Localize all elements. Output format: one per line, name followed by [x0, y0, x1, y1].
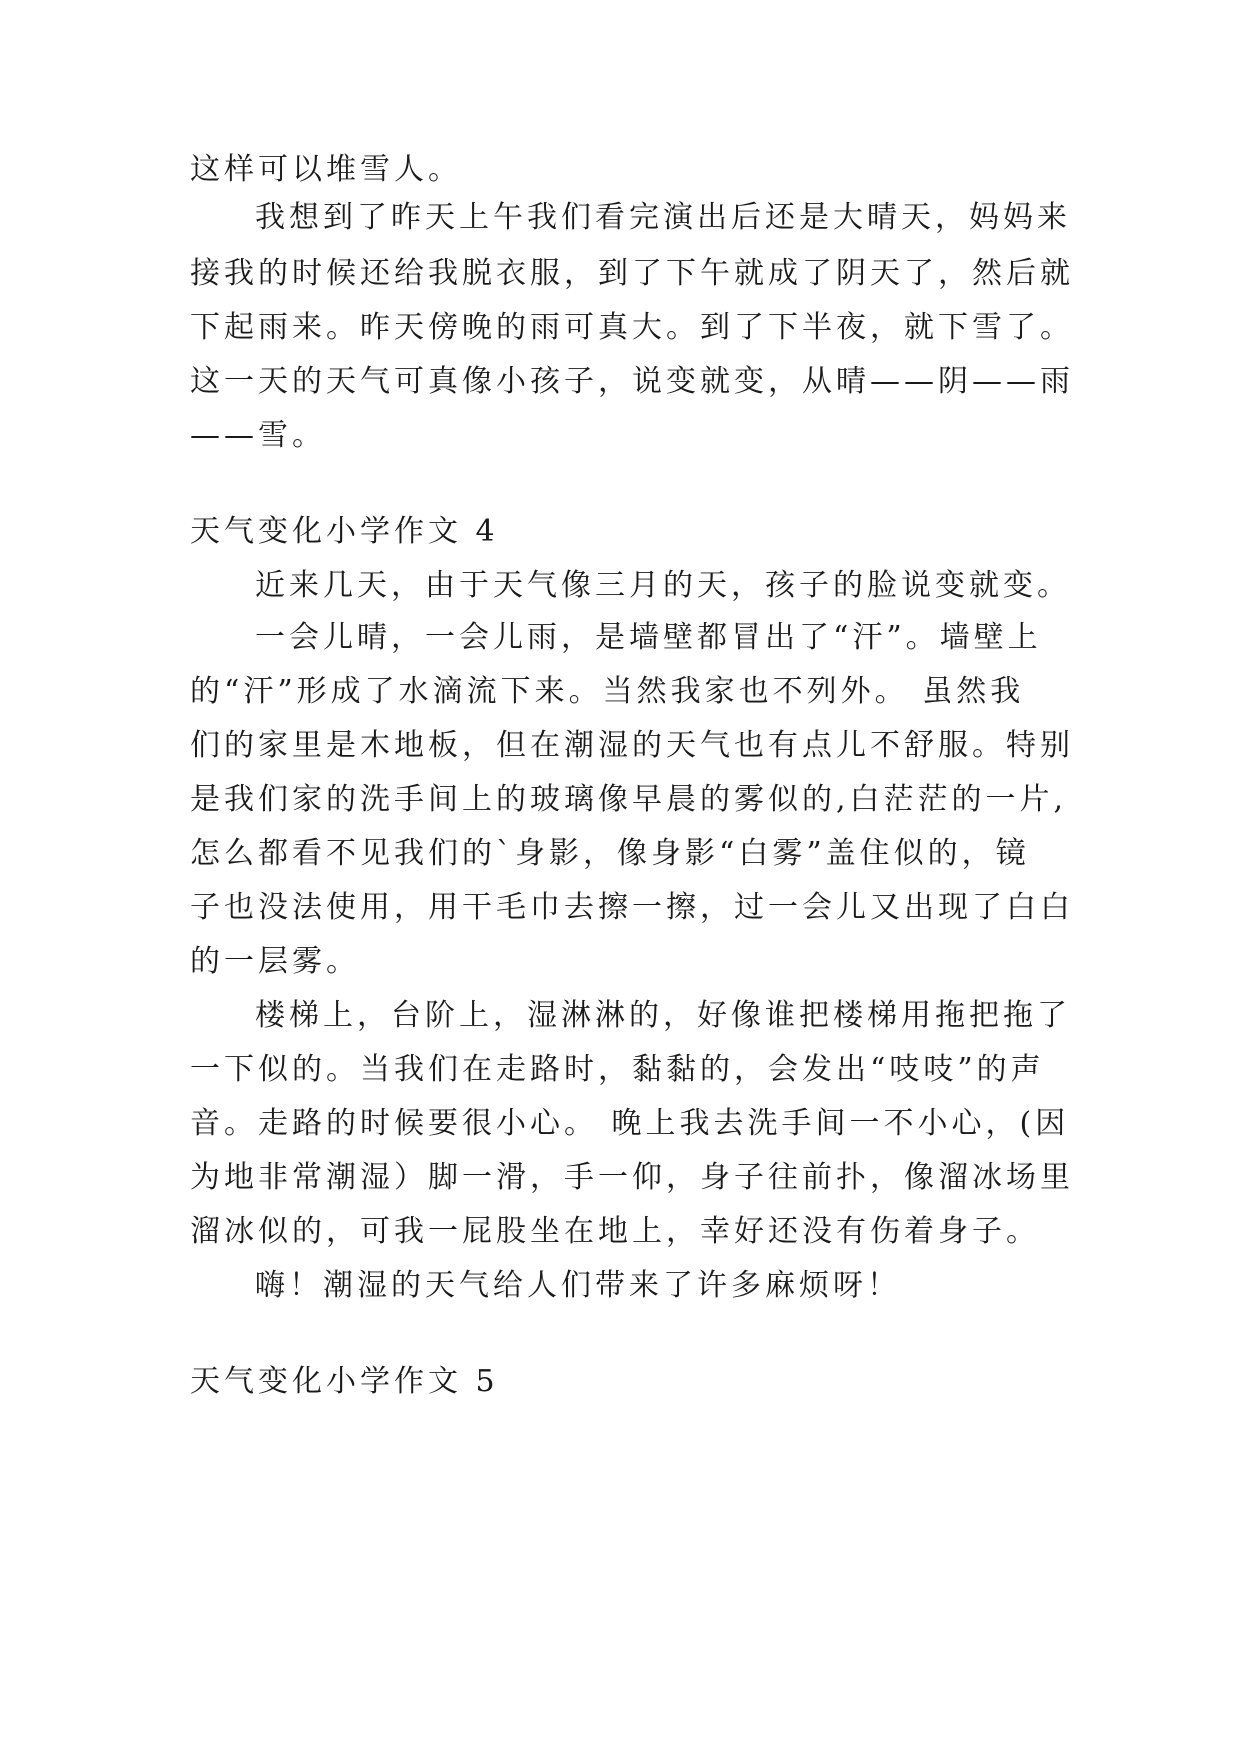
paragraph-line: 楼梯上，台阶上，湿淋淋的，好像谁把楼梯用拖把拖了	[255, 998, 1071, 1033]
paragraph-line: 的“汗”形成了水滴流下来。当然我家也不列外。 虽然我	[190, 674, 1025, 709]
paragraph-line: ——雪。	[190, 418, 326, 453]
paragraph-line: 是我们家的洗手间上的玻璃像早晨的雾似的,白茫茫的一片,	[190, 782, 1068, 817]
section-heading: 天气变化小学作文 4	[190, 514, 499, 549]
paragraph-line: 为地非常潮湿）脚一滑，手一仰，身子往前扑，像溜冰场里	[190, 1160, 1074, 1195]
paragraph-line: 音。走路的时候要很小心。 晚上我去洗手间一不小心，(因	[190, 1106, 1070, 1141]
paragraph-line: 们的家里是木地板，但在潮湿的天气也有点儿不舒服。特别	[190, 728, 1074, 763]
paragraph-line: 这一天的天气可真像小孩子，说变就变，从晴——阴——雨	[190, 364, 1074, 399]
paragraph-line: 怎么都看不见我们的`身影，像身影“白雾”盖住似的，镜	[190, 836, 1030, 871]
section-heading: 天气变化小学作文 5	[190, 1364, 499, 1399]
paragraph-line: 一下似的。当我们在走路时，黏黏的，会发出“吱吱”的声	[190, 1052, 1045, 1087]
paragraph-line: 嗨！潮湿的天气给人们带来了许多麻烦呀！	[255, 1268, 901, 1303]
paragraph-line: 我想到了昨天上午我们看完演出后还是大晴天，妈妈来	[255, 200, 1071, 235]
paragraph-line: 的一层雾。	[190, 944, 360, 979]
paragraph-line: 溜冰似的，可我一屁股坐在地上，幸好还没有伤着身子。	[190, 1214, 1040, 1249]
paragraph-line: 子也没法使用，用干毛巾去擦一擦，过一会儿又出现了白白	[190, 890, 1074, 925]
paragraph-line: 近来几天，由于天气像三月的天，孩子的脸说变就变。	[255, 568, 1071, 603]
paragraph-line: 下起雨来。昨天傍晚的雨可真大。到了下半夜，就下雪了。	[190, 310, 1074, 345]
paragraph-line: 这样可以堆雪人。	[190, 152, 462, 187]
paragraph-line: 一会儿晴，一会儿雨，是墙壁都冒出了“汗”。墙壁上	[255, 620, 1042, 655]
paragraph-line: 接我的时候还给我脱衣服，到了下午就成了阴天了，然后就	[190, 256, 1074, 291]
